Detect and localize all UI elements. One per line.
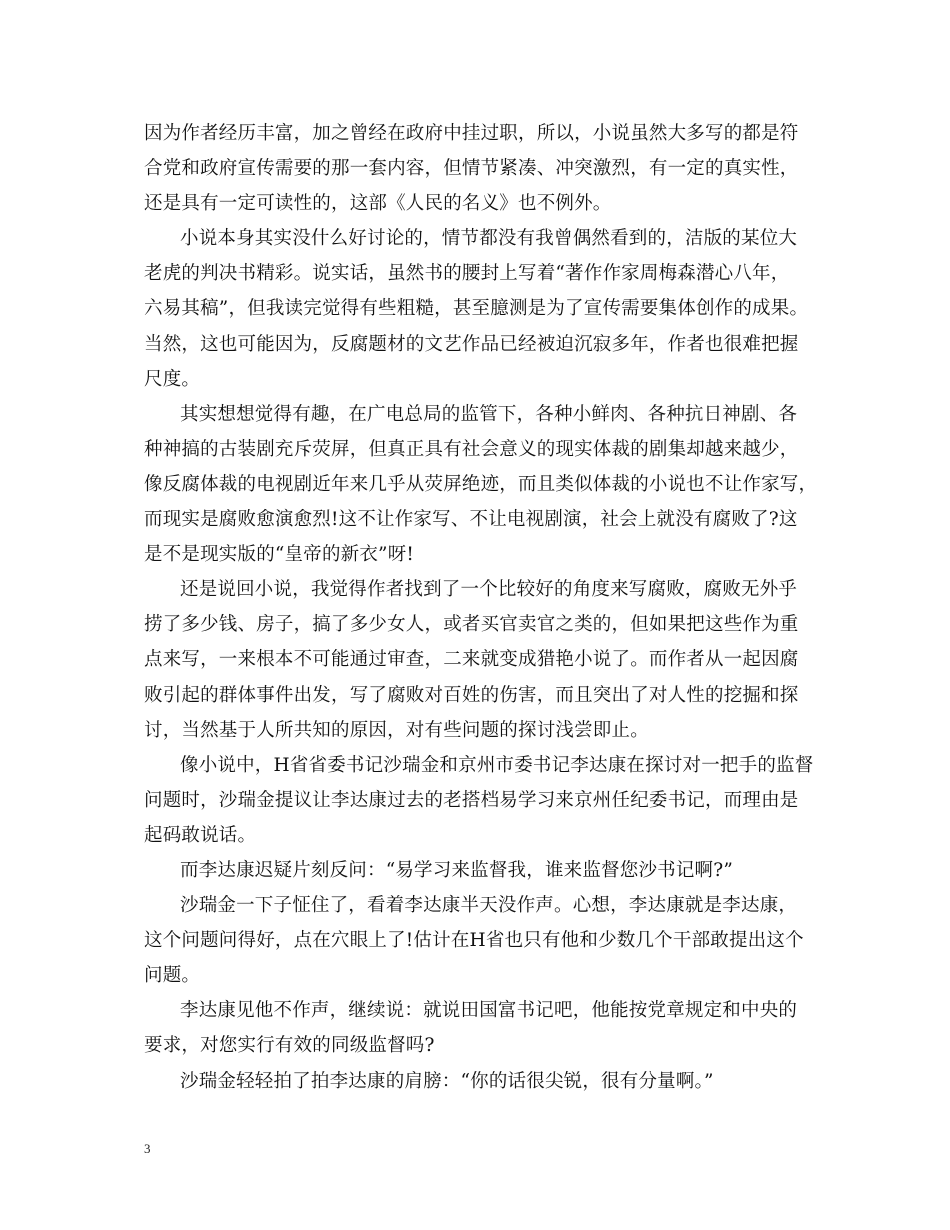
text-line: 捞了多少钱、房子，搞了多少女人，或者买官卖官之类的，但如果把这些作为重 (144, 614, 799, 636)
text-line: 像小说中，H省省委书记沙瑞金和京州市委书记李达康在探讨对一把手的监督 (180, 754, 814, 776)
text-line: 种神搞的古装剧充斥荧屏，但真正具有社会意义的现实体裁的剧集却越来越少， (144, 438, 799, 460)
text-line: 还是说回小说，我觉得作者找到了一个比较好的角度来写腐败，腐败无外乎 (180, 579, 798, 601)
paragraph (144, 572, 824, 747)
paragraph (144, 116, 824, 221)
text-line: 起码敢说话。 (144, 824, 257, 846)
document-body (144, 116, 824, 1099)
text-line: 李达康见他不作声，继续说：就说田国富书记吧，他能按党章规定和中央的 (180, 1000, 798, 1022)
text-line: 合党和政府宣传需要的那一套内容，但情节紧凑、冲突激烈，有一定的真实性， (144, 158, 799, 180)
text-line: 点来写，一来根本不可能通过审查，二来就变成猎艳小说了。而作者从一起因腐 (144, 649, 799, 671)
text-line: 小说本身其实没什么好讨论的，情节都没有我曾偶然看到的，洁版的某位大 (180, 228, 798, 250)
text-line: 是不是现实版的“皇帝的新衣”呀! (144, 544, 415, 566)
text-line: 因为作者经历丰富，加之曾经在政府中挂过职，所以，小说虽然大多写的都是符 (144, 123, 799, 144)
text-line: 沙瑞金轻轻拍了拍李达康的肩膀：“你的话很尖锐，很有分量啊。” (180, 1070, 714, 1092)
text-line: 而李达康迟疑片刻反问：“易学习来监督我，谁来监督您沙书记啊?” (180, 859, 734, 881)
text-line: 败引起的群体事件出发，写了腐败对百姓的伤害，而且突出了对人性的挖掘和探 (144, 684, 799, 706)
paragraph (144, 221, 824, 396)
text-line: 六易其稿”，但我读完觉得有些粗糙，甚至臆测是为了宣传需要集体创作的成果。 (144, 298, 809, 320)
paragraph (144, 1064, 824, 1099)
text-line: 老虎的判决书精彩。说实话，虽然书的腰封上写着“著作作家周梅森潜心八年， (144, 263, 790, 285)
paragraph (144, 888, 824, 993)
text-line: 尺度。 (144, 368, 201, 390)
paragraph (144, 853, 824, 888)
text-line: 问题时，沙瑞金提议让李达康过去的老搭档易学习来京州任纪委书记，而理由是 (144, 789, 799, 811)
paragraph (144, 748, 824, 853)
text-line: 讨，当然基于人所共知的原因，对有些问题的探讨浅尝即止。 (144, 719, 649, 741)
page-number: 3 (144, 1141, 151, 1156)
paragraph (144, 397, 824, 572)
text-line: 要求，对您实行有效的同级监督吗? (144, 1035, 435, 1057)
text-line: 其实想想觉得有趣，在广电总局的监管下，各种小鲜肉、各种抗日神剧、各 (180, 403, 798, 425)
text-line: 这个问题问得好，点在穴眼上了!估计在H省也只有他和少数几个干部敢提出这个 (144, 930, 804, 952)
text-line: 还是具有一定可读性的，这部《人民的名义》也不例外。 (144, 193, 612, 215)
text-line: 像反腐体裁的电视剧近年来几乎从荧屏绝迹，而且类似体裁的小说也不让作家写， (144, 473, 818, 495)
text-line: 而现实是腐败愈演愈烈!这不让作家写、不让电视剧演，社会上就没有腐败了?这 (144, 509, 798, 531)
paragraph (144, 993, 824, 1063)
text-line: 当然，这也可能因为，反腐题材的文艺作品已经被迫沉寂多年，作者也很难把握 (144, 333, 799, 355)
text-line: 沙瑞金一下子怔住了，看着李达康半天没作声。心想，李达康就是李达康， (180, 895, 798, 917)
text-line: 问题。 (144, 965, 201, 987)
